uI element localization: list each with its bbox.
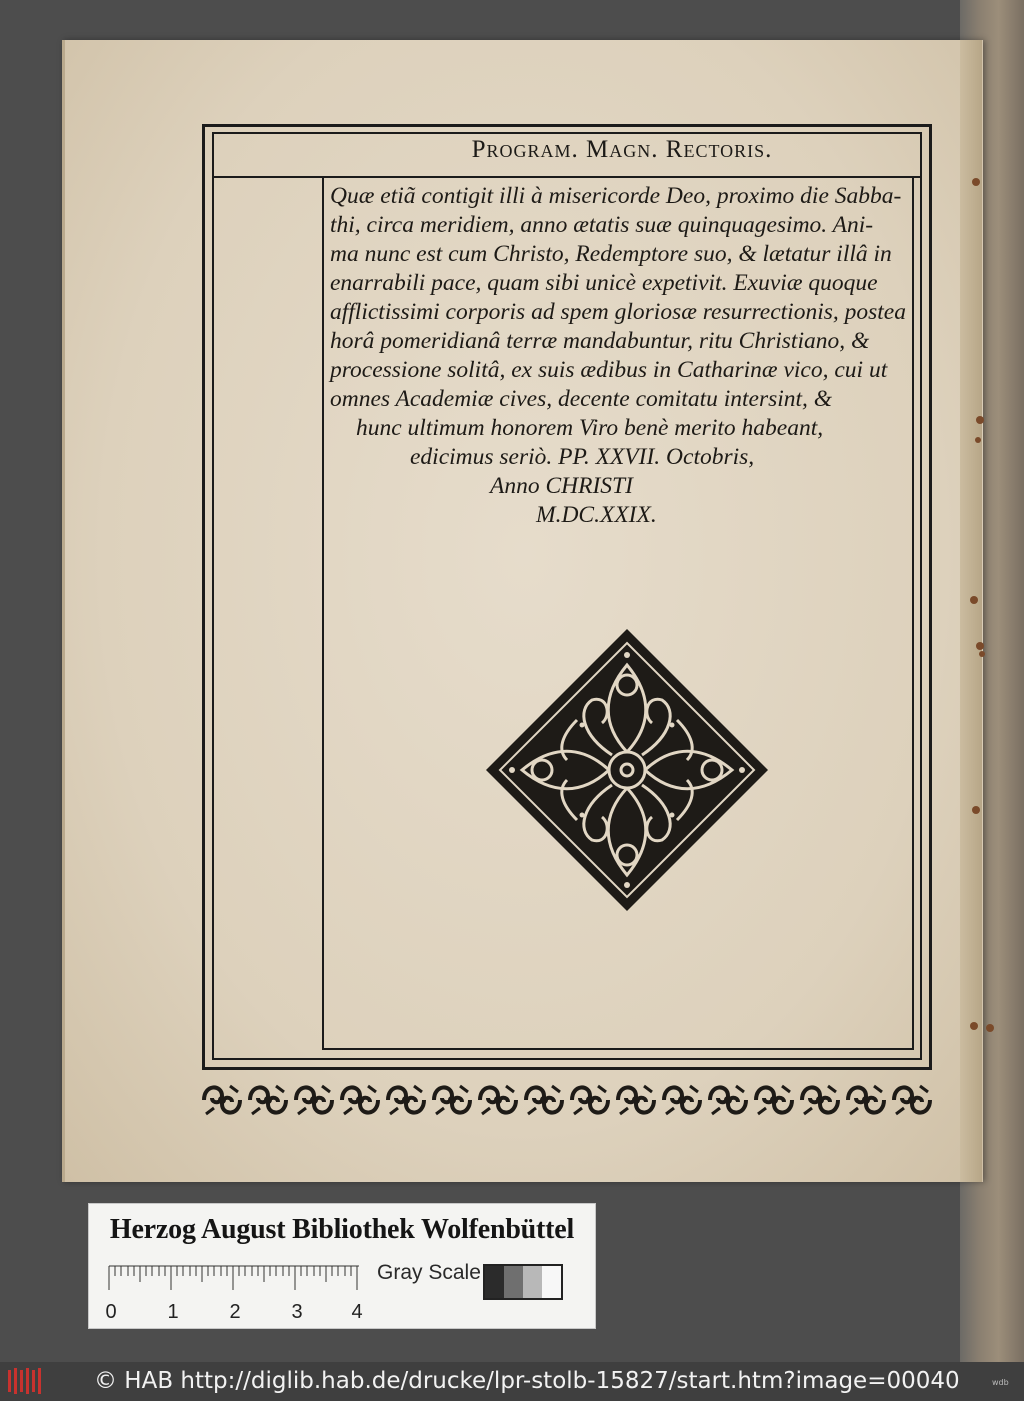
body-line: enarrabili pace, quam sibi unicè expetivit. Exuviæ quoque — [330, 270, 878, 296]
body-line: omnes Academiæ cives, decente comitatu intersint, & — [330, 386, 833, 412]
hab-logo-icon — [6, 1364, 44, 1398]
body-line: hunc ultimum honorem Viro benè merito habeant, — [356, 415, 824, 441]
gray-scale-patches — [483, 1264, 563, 1300]
body-line: processione solitâ, ex suis ædibus in Catharinæ vico, cui ut — [330, 357, 888, 383]
diamond-ornament-icon — [482, 625, 772, 915]
footer-mark: wdb — [992, 1378, 1009, 1387]
library-name: Herzog August Bibliothek Wolfenbüttel — [109, 1214, 575, 1245]
gray-patch — [542, 1266, 561, 1298]
ruler-label: 4 — [351, 1301, 363, 1323]
body-text — [330, 182, 910, 530]
ruler-label: 0 — [105, 1301, 117, 1323]
ruler-scale — [105, 1264, 369, 1324]
body-line: horâ pomeridianâ terræ mandabuntur, ritu Christiano, & — [330, 328, 870, 354]
ruler-label: 3 — [291, 1301, 303, 1323]
body-line: M.DC.XXIX. — [536, 502, 657, 528]
foxing-spots — [962, 170, 1002, 1070]
running-head: Program. Magn. Rectoris. — [471, 136, 773, 163]
body-line: afflictissimi corporis ad spem gloriosæ resurrectionis, postea — [330, 299, 906, 325]
gray-patch — [523, 1266, 542, 1298]
gray-patch — [504, 1266, 523, 1298]
body-line: ma nunc est cum Christo, Redemptore suo, & lætatur illâ in — [330, 241, 892, 267]
body-line: thi, circa meridiem, anno ætatis suæ quinquagesimo. Ani- — [330, 212, 874, 238]
ruler-label: 2 — [229, 1301, 241, 1323]
ornamental-border-band — [200, 1078, 942, 1122]
footer-credit-link[interactable]: © HAB http://diglib.hab.de/drucke/lpr-stolb-15827/start.htm?image=00040 — [94, 1368, 960, 1394]
body-line: Quæ etiã contigit illi à misericorde Deo, proximo die Sabba- — [330, 183, 902, 209]
gray-patch — [485, 1266, 504, 1298]
gray-scale-label: Gray Scale — [377, 1261, 481, 1284]
ruler-label: 1 — [167, 1301, 179, 1323]
body-line: Anno CHRISTI — [490, 473, 633, 499]
color-scale-card — [88, 1203, 596, 1329]
body-line: edicimus seriò. PP. XXVII. Octobris, — [410, 444, 755, 470]
